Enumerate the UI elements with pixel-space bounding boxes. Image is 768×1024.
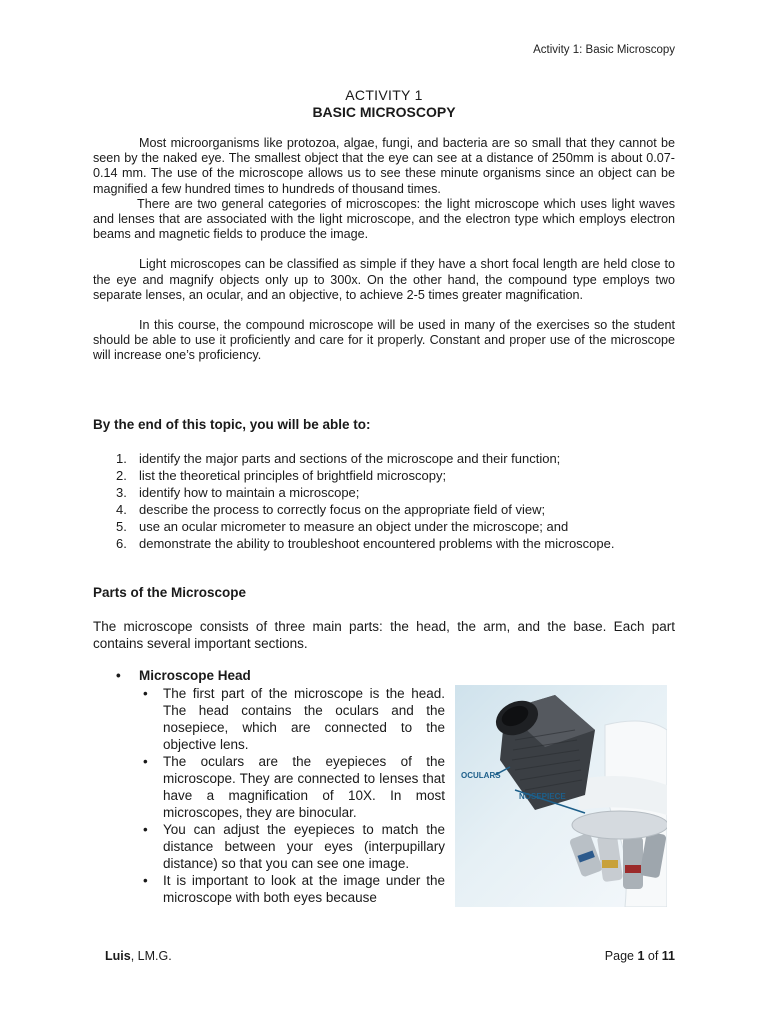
bullet-icon: • <box>143 754 148 769</box>
objective-item: 2. list the theoretical principles of brightfield microscopy; <box>116 468 447 483</box>
paragraph-2: There are two general categories of microscopes: the light microscope which uses light waves and lenses that are associated with the light microscope, and the electron type which employs electron beams and magnetic fields to produce the image. <box>93 196 675 242</box>
bullet-icon: • <box>143 822 148 837</box>
nosepiece-label: NOSEPIECE <box>519 792 566 801</box>
footer-author: Luis, LM.G. <box>105 949 172 963</box>
running-header: Activity 1: Basic Microscopy <box>533 44 675 56</box>
paragraph-3: Light microscopes can be classified as simple if they have a short focal length are held close to the eye and magnify objects only up to 300x. On the other hand, the compound type employs two separate lenses, an ocular, and an objective, to achieve 2-5 times greater magnification. <box>93 257 675 302</box>
objective-item: 6. demonstrate the ability to troubleshoot encountered problems with the microscope. <box>116 536 615 551</box>
objective-item: 1. identify the major parts and sections of the microscope and their function; <box>116 451 561 466</box>
objective-item: 4. describe the process to correctly focus on the appropriate field of view; <box>116 502 546 517</box>
footer-page-number: Page 1 of 11 <box>604 949 675 963</box>
oculars-label: OCULARS <box>461 771 501 780</box>
activity-title: BASIC MICROSCOPY <box>312 104 456 120</box>
intro-body <box>93 136 675 364</box>
bullet-icon: • <box>116 668 121 683</box>
bullet-icon: • <box>143 873 148 888</box>
list-item: • You can adjust the eyepieces to match the distance between your eyes (interpupillary distance) so that you can see one image. <box>143 822 445 871</box>
microscope-head-heading: • Microscope Head <box>116 668 251 683</box>
list-item: • It is important to look at the image under the microscope with both eyes because <box>143 873 445 905</box>
title-block <box>0 87 768 121</box>
objective-item: 5. use an ocular micrometer to measure an object under the microscope; and <box>116 519 569 534</box>
list-item: • The oculars are the eyepieces of the microscope. They are connected to lenses that have a magnification of 10X. In most microscopes, they are binocular. <box>143 754 445 820</box>
activity-number: ACTIVITY 1 <box>345 87 423 103</box>
microscope-illustration <box>455 685 667 907</box>
bullet-icon: • <box>143 686 148 701</box>
head-points-list <box>143 685 445 906</box>
paragraph-4: In this course, the compound microscope will be used in many of the exercises so the student should be able to use it proficiently and care for it properly. Constant and proper use of the microscope will increase one’s proficiency. <box>93 318 675 363</box>
list-item: • The first part of the microscope is the head. The head contains the oculars and the nosepiece, which are connected to the objective lens. <box>143 686 445 752</box>
objective-item: 3. identify how to maintain a microscope; <box>116 485 360 500</box>
parts-heading: Parts of the Microscope <box>93 585 247 600</box>
paragraph-1: Most microorganisms like protozoa, algae, fungi, and bacteria are so small that they cannot be seen by the naked eye. The smallest object that the eye can see at a distance of 250mm is about 0.07-0.14 mm. The use of the microscope allows us to see these minute organisms since an object can be magnified a few hundred times to hundreds of thousand times. <box>93 136 675 196</box>
microscope-image <box>455 685 667 907</box>
objectives-heading: By the end of this topic, you will be able to: <box>93 417 371 432</box>
parts-intro: The microscope consists of three main parts: the head, the arm, and the base. Each part contains several important sections. <box>93 619 675 651</box>
objectives-list <box>116 450 656 552</box>
